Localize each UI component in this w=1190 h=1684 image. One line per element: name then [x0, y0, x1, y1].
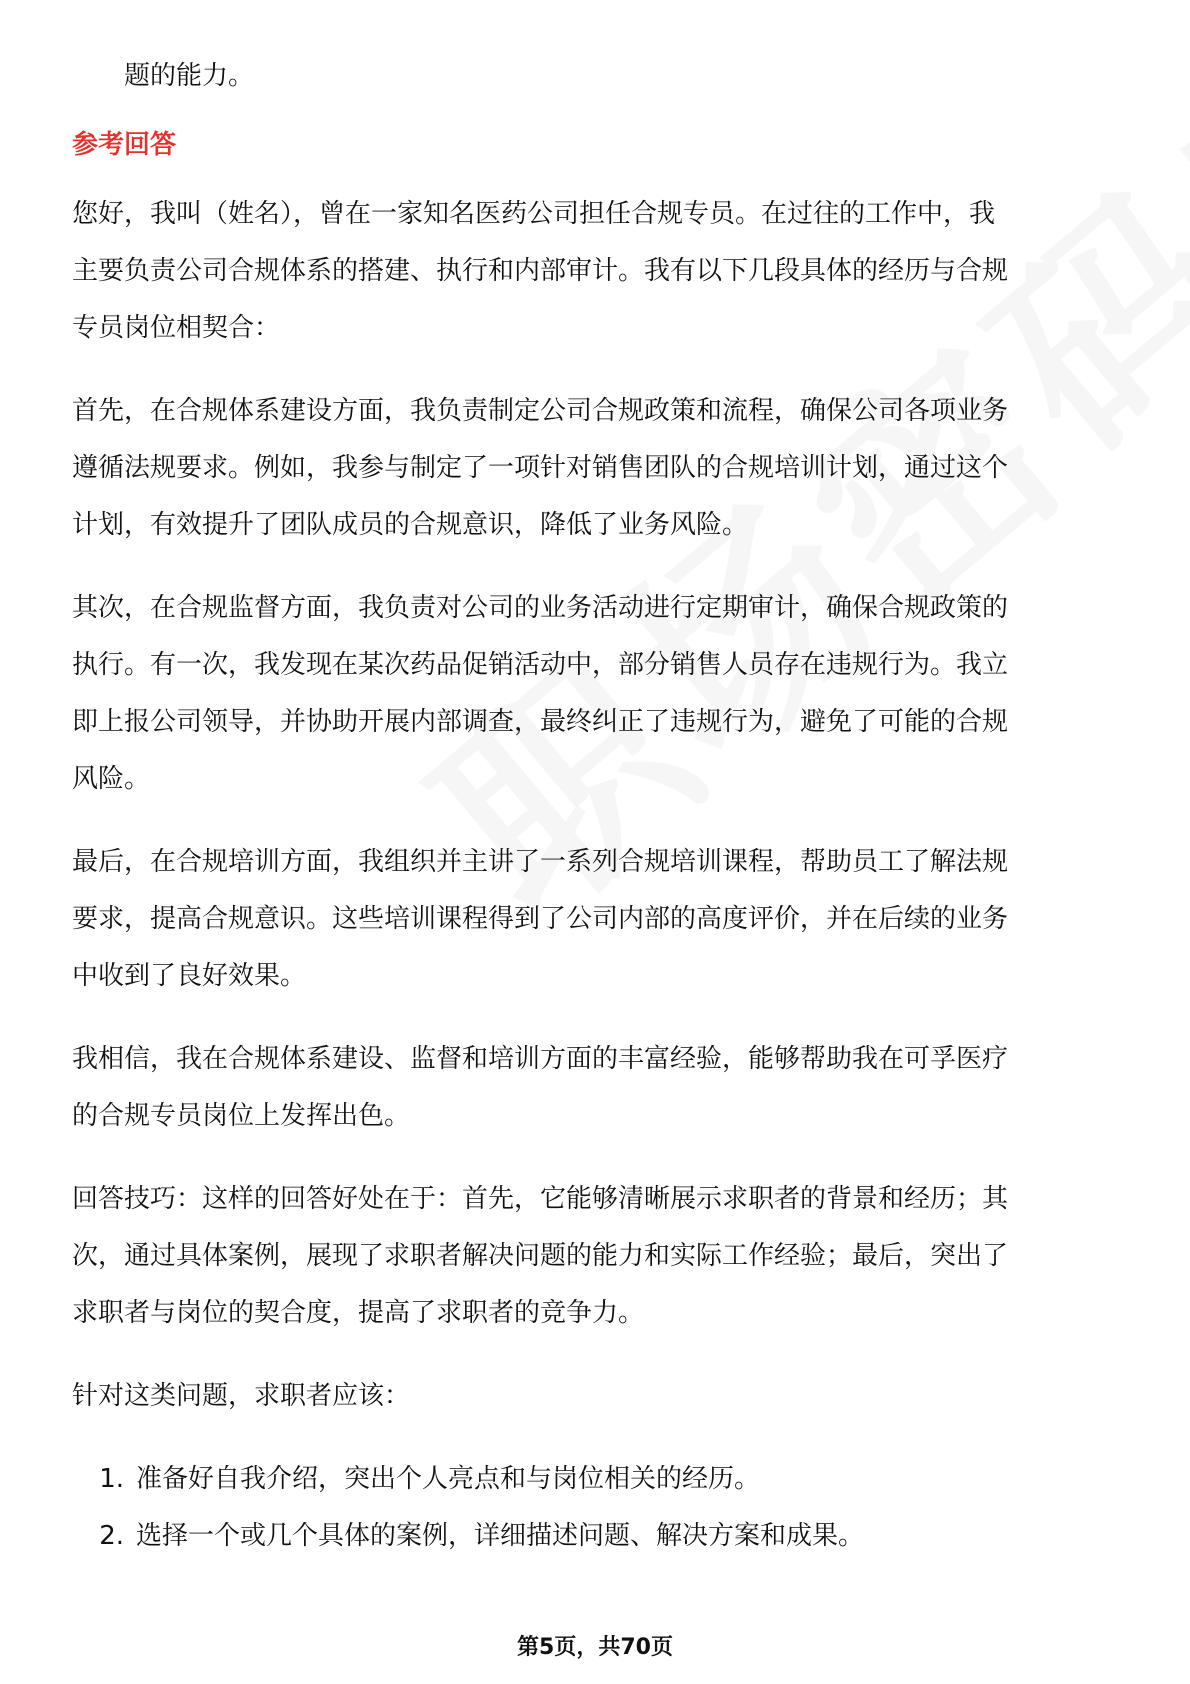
list-item [72, 1508, 1122, 1565]
paragraph-line: 专员岗位相契合： [72, 313, 281, 343]
paragraph-conclusion [72, 1031, 1122, 1145]
paragraph-intro [72, 186, 1122, 357]
paragraph-line: 的合规专员岗位上发挥出色。 [72, 1101, 411, 1131]
page-content [72, 48, 1122, 1565]
advice-list [72, 1451, 1122, 1565]
paragraph-line: 遵循法规要求。例如，我参与制定了一项针对销售团队的合规培训计划，通过这个 [72, 453, 1009, 483]
paragraph-line: 针对这类问题，求职者应该： [72, 1381, 411, 1411]
list-text: 准备好自我介绍，突出个人亮点和与岗位相关的经历。 [136, 1464, 761, 1494]
paragraph-last [72, 834, 1122, 1005]
paragraph-line: 计划，有效提升了团队成员的合规意识，降低了业务风险。 [72, 510, 749, 540]
paragraph-line: 最后，在合规培训方面，我组织并主讲了一系列合规培训课程，帮助员工了解法规 [72, 847, 1009, 877]
paragraph-line: 中收到了良好效果。 [72, 961, 307, 991]
section-heading: 参考回答 [72, 130, 177, 160]
paragraph-line: 执行。有一次，我发现在某次药品促销活动中，部分销售人员存在违规行为。我立 [72, 650, 1009, 680]
paragraph-second [72, 580, 1122, 808]
paragraph-advice-intro [72, 1368, 1122, 1425]
paragraph-line: 即上报公司领导，并协助开展内部调查，最终纠正了违规行为，避免了可能的合规 [72, 707, 1009, 737]
paragraph-line: 我相信，我在合规体系建设、监督和培训方面的丰富经验，能够帮助我在可孚医疗 [72, 1044, 1009, 1074]
paragraph-line: 次，通过具体案例，展现了求职者解决问题的能力和实际工作经验；最后，突出了 [72, 1241, 1009, 1271]
paragraph-first [72, 383, 1122, 554]
paragraph-line: 回答技巧：这样的回答好处在于：首先，它能够清晰展示求职者的背景和经历；其 [72, 1184, 1009, 1214]
paragraph-line: 首先，在合规体系建设方面，我负责制定公司合规政策和流程，确保公司各项业务 [72, 396, 1009, 426]
list-text: 选择一个或几个具体的案例，详细描述问题、解决方案和成果。 [136, 1521, 865, 1551]
paragraph-line: 主要负责公司合规体系的搭建、执行和内部审计。我有以下几段具体的经历与合规 [72, 256, 1009, 286]
list-number: 1. [99, 1464, 124, 1494]
paragraph-line: 您好，我叫（姓名），曾在一家知名医药公司担任合规专员。在过往的工作中，我 [72, 199, 996, 229]
paragraph-line: 风险。 [72, 764, 151, 794]
page-footer: 第5页，共70页 [517, 1635, 673, 1660]
list-number: 2. [99, 1521, 124, 1551]
list-item [72, 1451, 1122, 1508]
continuation-line: 题的能力。 [124, 61, 255, 91]
paragraph-line: 求职者与岗位的契合度，提高了求职者的竞争力。 [72, 1298, 645, 1328]
paragraph-line: 其次，在合规监督方面，我负责对公司的业务活动进行定期审计，确保合规政策的 [72, 593, 1009, 623]
paragraph-tips [72, 1171, 1122, 1342]
paragraph-line: 要求，提高合规意识。这些培训课程得到了公司内部的高度评价，并在后续的业务 [72, 904, 1009, 934]
